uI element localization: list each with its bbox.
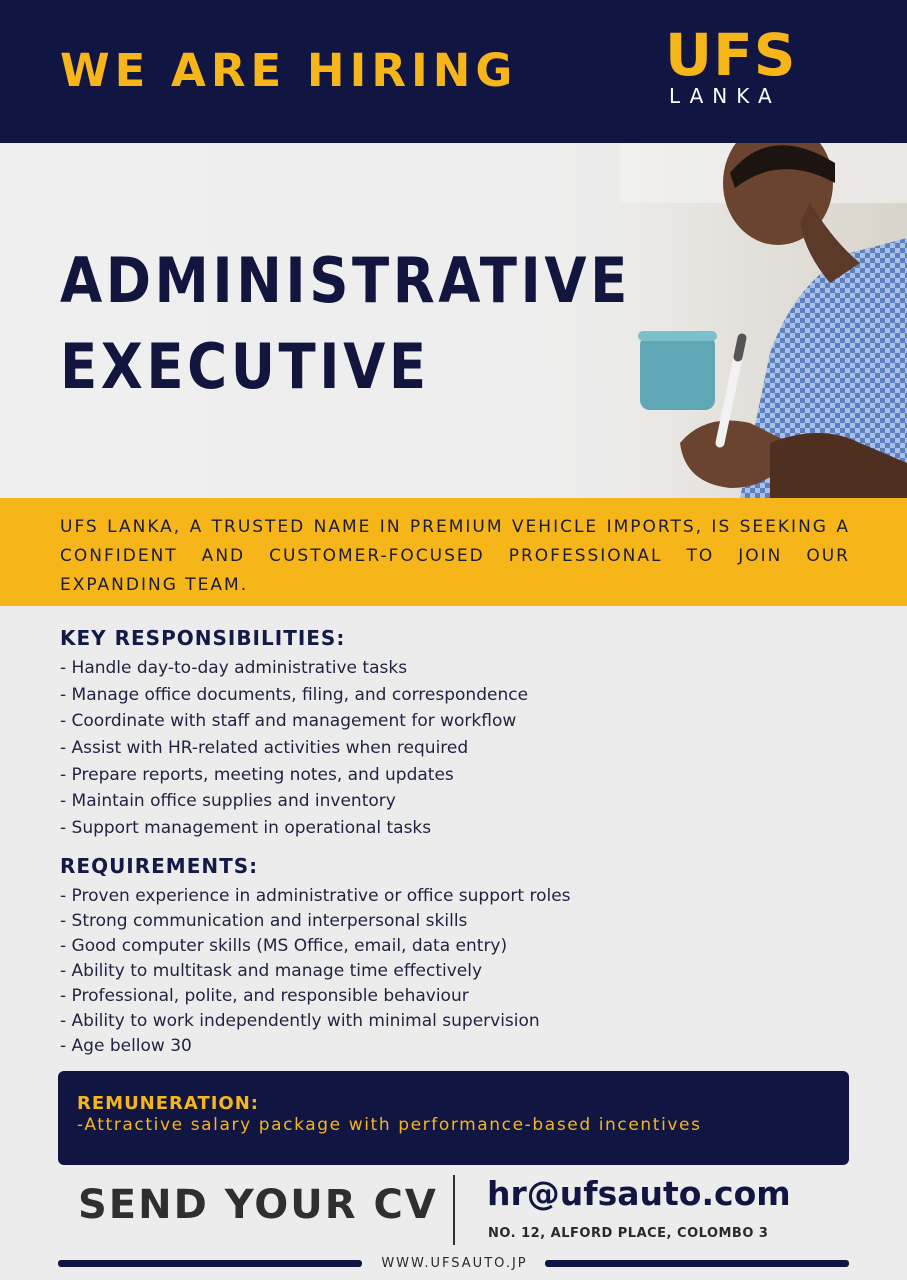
job-title-line-1: ADMINISTRATIVE (60, 244, 631, 317)
remuneration-heading: REMUNERATION: (77, 1093, 259, 1114)
list-item: - Good computer skills (MS Office, email, data entry) (60, 936, 508, 956)
list-item: - Strong communication and interpersonal skills (60, 911, 468, 931)
website-url: WWW.UFSAUTO.JP (381, 1256, 528, 1271)
responsibilities-heading: KEY RESPONSIBILITIES: (60, 626, 346, 650)
list-item: - Support management in operational tasks (60, 818, 432, 839)
intro-text: UFS LANKA, A TRUSTED NAME IN PREMIUM VEHICLE IMPORTS, IS SEEKING A CONFIDENT AND CUSTOMER-FOCUSED PROFESSIONAL TO JOIN OUR EXPANDING TEAM. (60, 517, 850, 595)
list-item: - Age bellow 30 (60, 1036, 192, 1056)
hero-section (0, 143, 907, 498)
list-item: - Proven experience in administrative or office support roles (60, 886, 571, 906)
contact-divider (453, 1175, 455, 1245)
list-item: - Coordinate with staff and management for workflow (60, 711, 517, 732)
list-item: - Manage office documents, filing, and correspondence (60, 684, 529, 705)
man-writing-photo (620, 143, 907, 498)
list-item: - Prepare reports, meeting notes, and updates (60, 764, 454, 785)
remuneration-text: -Attractive salary package with performance-based incentives (77, 1115, 702, 1135)
list-item: - Handle day-to-day administrative tasks (60, 658, 408, 678)
send-cv-heading: SEND YOUR CV (78, 1182, 438, 1228)
list-item: - Professional, polite, and responsible behaviour (60, 986, 469, 1006)
list-item: - Ability to multitask and manage time effectively (60, 961, 483, 981)
job-title-line-2: EXECUTIVE (60, 330, 430, 403)
logo-text-ufs: UFS (665, 21, 797, 89)
hiring-headline: WE ARE HIRING (60, 44, 518, 97)
responsibilities-list (60, 655, 528, 842)
list-item: - Maintain office supplies and inventory (60, 791, 396, 812)
contact-address: NO. 12, ALFORD PLACE, COLOMBO 3 (488, 1226, 769, 1241)
footer-line-left (58, 1260, 362, 1267)
job-title (60, 238, 631, 410)
contact-email: hr@ufsauto.com (487, 1174, 791, 1213)
requirements-list (60, 884, 571, 1059)
requirements-heading: REQUIREMENTS: (60, 854, 259, 878)
footer-line-right (545, 1260, 849, 1267)
logo-text-lanka: LANKA (669, 84, 781, 108)
list-item: - Assist with HR-related activities when required (60, 738, 469, 759)
list-item: - Ability to work independently with minimal supervision (60, 1011, 540, 1031)
